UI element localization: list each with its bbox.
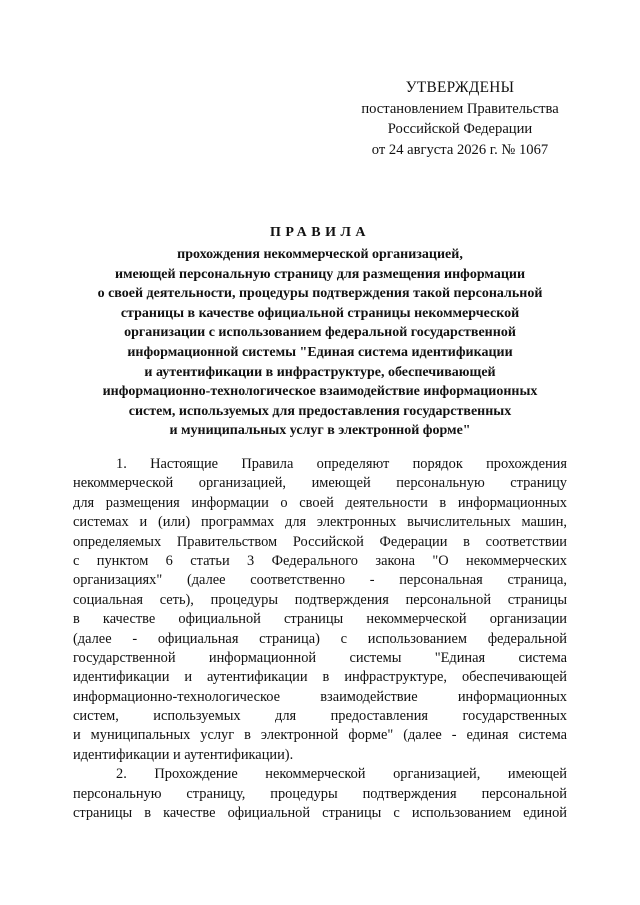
subtitle-line: и аутентификации в инфраструктуре, обеспечивающей: [144, 364, 496, 380]
paragraph-line: социальная сеть), процедуры подтверждения персональной страницы: [73, 591, 567, 608]
paragraph-2: [73, 765, 567, 823]
paragraph-line: и муниципальных услуг в электронной форме" (далее - единая система: [73, 727, 567, 744]
subtitle-line: информационно-технологическое взаимодействие информационных: [102, 384, 538, 400]
paragraph-line: определяемых Правительством Российской Федерации в соответствии: [73, 533, 567, 550]
document-subtitle: [68, 245, 572, 441]
approval-line-2: Российской Федерации: [387, 121, 533, 137]
approval-line-1: постановлением Правительства: [361, 100, 559, 117]
paragraph-line: системах и (или) программах для электронных вычислительных машин,: [73, 514, 567, 531]
subtitle-line: о своей деятельности, процедуры подтверждения такой персональной: [97, 286, 543, 302]
document-title: ПРАВИЛА: [269, 225, 371, 240]
subtitle-line: и муниципальных услуг в электронной форме": [169, 423, 471, 439]
paragraph-line: персональную страницу, процедуры подтверждения персональной: [73, 785, 567, 802]
paragraph-1: [73, 455, 567, 765]
subtitle-line: систем, используемых для предоставления государственных: [128, 403, 512, 419]
paragraph-line: информационно-технологическое взаимодействие информационных: [73, 688, 567, 705]
document-body: [73, 455, 567, 823]
paragraph-line: страницы в качестве официальной страницы с использованием единой: [73, 805, 567, 822]
paragraph-line: 1. Настоящие Правила определяют порядок прохождения: [116, 456, 567, 472]
paragraph-line: некоммерческой организацией, имеющей персональную страницу: [73, 475, 567, 492]
paragraph-line: (далее - официальная страница) с использованием федеральной: [73, 630, 567, 647]
subtitle-line: страницы в качестве официальной страницы некоммерческой: [120, 305, 520, 321]
paragraph-line: систем, используемых для предоставления государственных: [73, 708, 567, 725]
paragraph-line: идентификации и аутентификации в инфраструктуре, обеспечивающей: [73, 669, 567, 686]
paragraph-line: государственной информационной системы "Единая система: [73, 649, 567, 666]
paragraph-line: организациях" (далее соответственно - персональная страница,: [73, 572, 567, 589]
paragraph-line: 2. Прохождение некоммерческой организацией, имеющей: [116, 766, 567, 783]
paragraph-line: идентификации и аутентификации).: [73, 746, 294, 763]
approval-heading: УТВЕРЖДЕНЫ: [405, 79, 515, 96]
subtitle-line: прохождения некоммерческой организацией,: [177, 247, 463, 262]
subtitle-line: информационной системы "Единая система идентификации: [127, 344, 513, 360]
paragraph-line: с пунктом 6 статьи 3 Федерального закона "О некоммерческих: [73, 552, 567, 569]
subtitle-line: организации с использованием федеральной государственной: [124, 325, 516, 341]
paragraph-line: для размещения информации о своей деятельности в информационных: [73, 494, 567, 511]
paragraph-line: в качестве официальной страницы некоммерческой организации: [73, 611, 567, 628]
approval-block: [330, 78, 590, 160]
approval-line-3: от 24 августа 2026 г. № 1067: [371, 141, 549, 158]
subtitle-line: имеющей персональную страницу для размещения информации: [114, 266, 526, 282]
